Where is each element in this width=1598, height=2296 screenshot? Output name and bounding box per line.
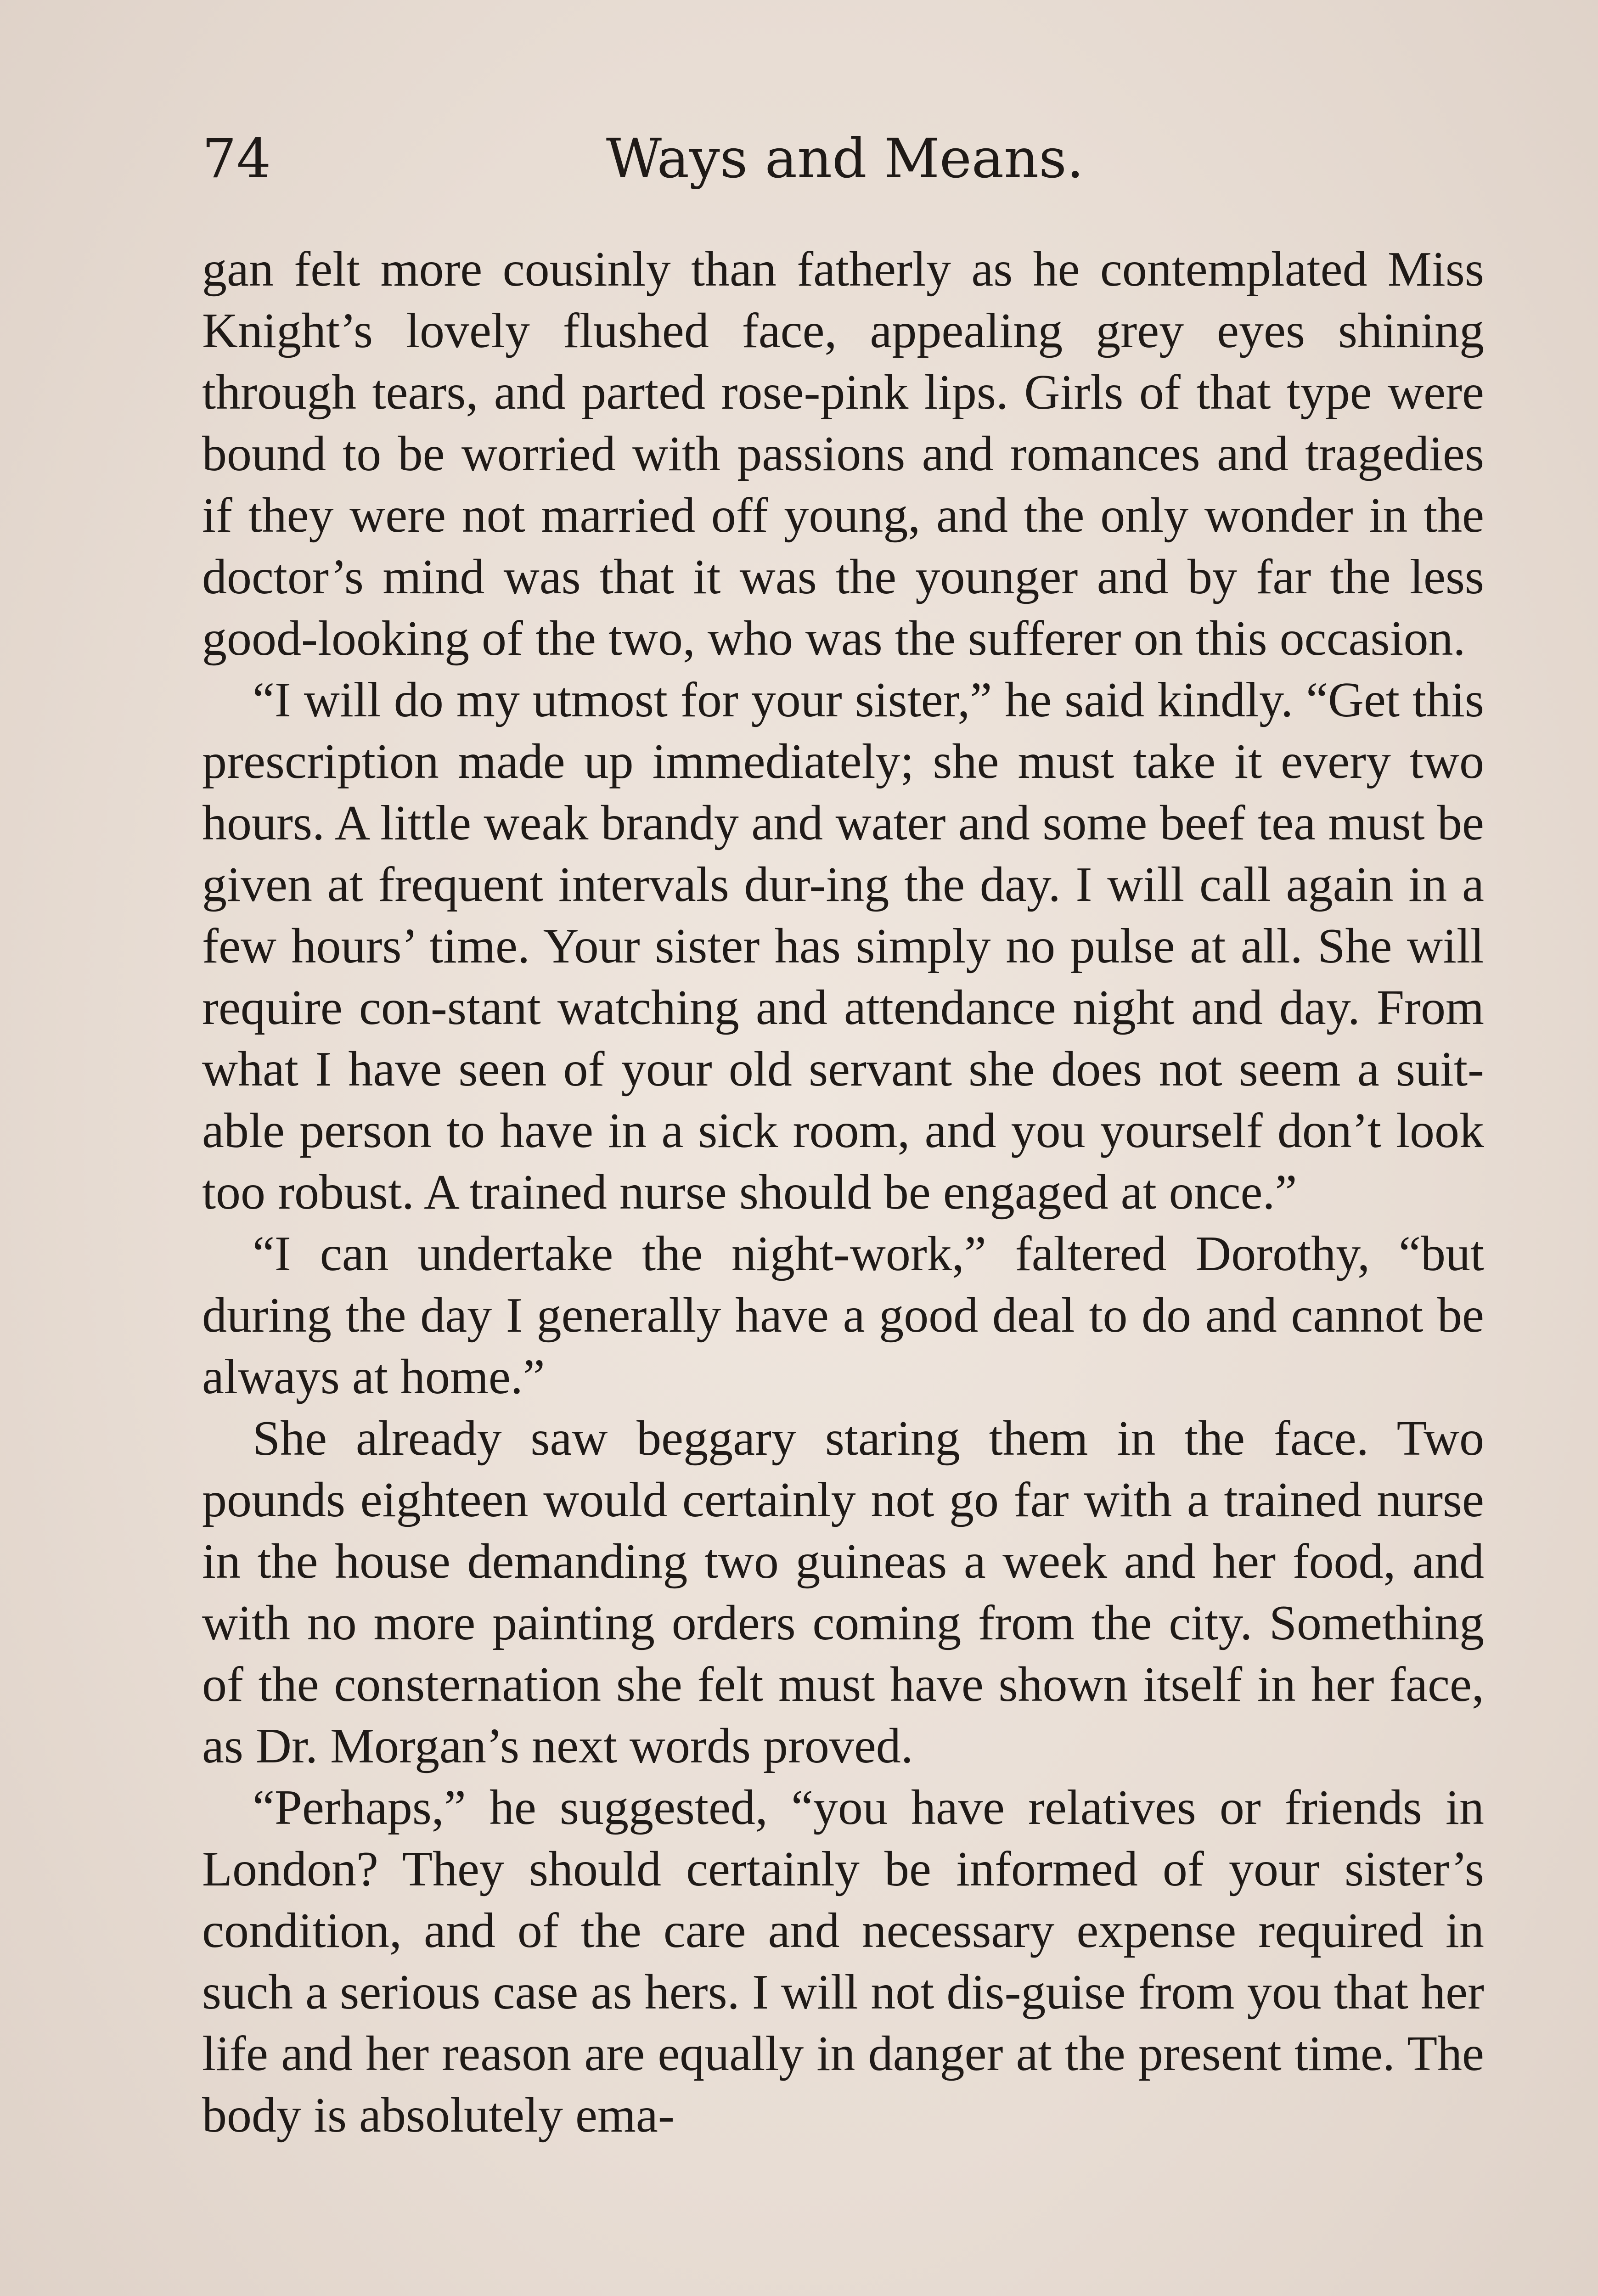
body-text [202,239,1484,2146]
paragraph: gan felt more cousinly than fatherly as he contemplated Miss Knight’s lovely flushed face, appealing grey eyes shining through tears, and parted rose-pink lips. Girls of that type were bound to be worried with passions and romances and tragedies if they were not married off young, and the only wonder in the doctor’s mind was that it was the younger and by far the less good-looking of the two, who was the sufferer on this occasion. [202,242,1484,666]
paragraph: She already saw beggary staring them in the face. Two pounds eighteen would certainly not go far with a trained nurse in the house demanding two guineas a week and her food, and with no more painting orders coming from the city. Something of the consternation she felt must have shown itself in her face, as Dr. Morgan’s next words proved. [202,1411,1484,1773]
paragraph: “I can undertake the night-work,” faltered Dorothy, “but during the day I generally have a good deal to do and cannot be always at home.” [202,1227,1484,1404]
running-title: Ways and Means. [606,127,1084,190]
page-number: 74 [202,127,271,190]
page-header [202,124,1488,193]
paragraph: “I will do my utmost for your sister,” he said kindly. “Get this prescription made up immediately; she must take it every two hours. A little weak brandy and water and some beef tea must be given at frequent intervals dur-ing the day. I will call again in a few hours’ time. Your sister has simply no pulse at all. She will require con-stant watching and attendance night and day. From what I have seen of your old servant she does not seem a suit-able person to have in a sick room, and you yourself don’t look too robust. A trained nurse should be engaged at once.” [202,673,1484,1220]
paragraph: “Perhaps,” he suggested, “you have relatives or friends in London? They should certainly be informed of your sister’s condition, and of the care and necessary expense required in such a serious case as hers. I will not dis-guise from you that her life and her reason are equally in danger at the present time. The body is absolutely ema- [202,1780,1484,2143]
